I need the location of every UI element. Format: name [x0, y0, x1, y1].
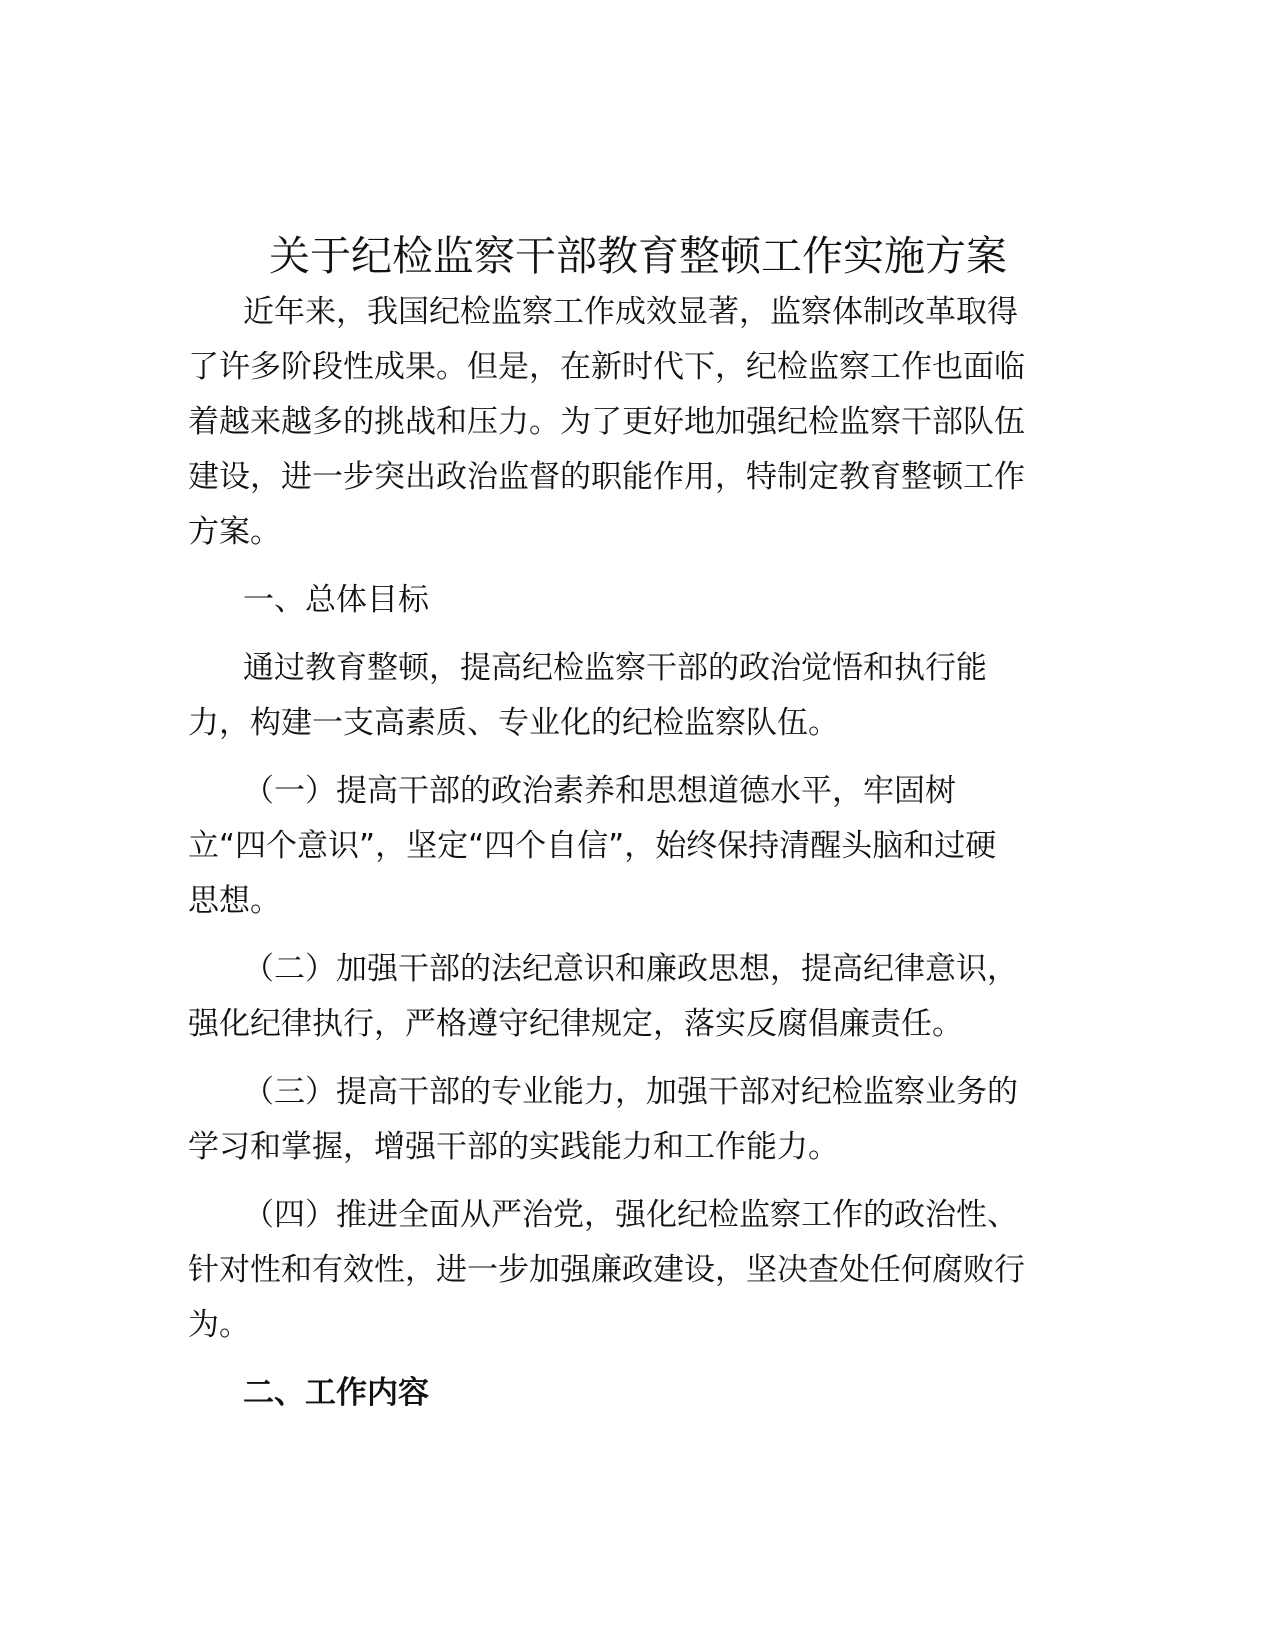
paragraph-line: 针对性和有效性，进一步加强廉政建设，坚决查处任何腐败行	[188, 1252, 1025, 1288]
paragraph-line: （一）提高干部的政治素养和思想道德水平，牢固树	[243, 773, 956, 809]
document-title: 关于纪检监察干部教育整顿工作实施方案	[269, 232, 1007, 280]
paragraph-line: 通过教育整顿，提高纪检监察干部的政治觉悟和执行能	[243, 650, 987, 686]
paragraph-line: 着越来越多的挑战和压力。为了更好地加强纪检监察干部队伍	[188, 404, 1025, 440]
paragraph-line: 为。	[188, 1307, 250, 1343]
paragraph-line: （四）推进全面从严治党，强化纪检监察工作的政治性、	[243, 1197, 1018, 1233]
paragraph-line: 思想。	[188, 883, 281, 919]
section-heading: 二、工作内容	[243, 1375, 429, 1411]
paragraph-line: 学习和掌握，增强干部的实践能力和工作能力。	[188, 1129, 839, 1165]
section-heading: 一、总体目标	[243, 582, 429, 618]
paragraph-line: 力，构建一支高素质、专业化的纪检监察队伍。	[188, 705, 839, 741]
paragraph-line: 强化纪律执行，严格遵守纪律规定，落实反腐倡廉责任。	[188, 1006, 963, 1042]
paragraph-line: 建设，进一步突出政治监督的职能作用，特制定教育整顿工作	[188, 459, 1025, 495]
paragraph-line: 立“四个意识”，坚定“四个自信”，始终保持清醒头脑和过硬	[188, 828, 997, 864]
paragraph-line: （三）提高干部的专业能力，加强干部对纪检监察业务的	[243, 1074, 1018, 1110]
paragraph-line: 方案。	[188, 514, 281, 550]
paragraph-line: 了许多阶段性成果。但是，在新时代下，纪检监察工作也面临	[188, 349, 1025, 385]
paragraph-line: （二）加强干部的法纪意识和廉政思想，提高纪律意识，	[243, 951, 1018, 987]
paragraph-line: 近年来，我国纪检监察工作成效显著，监察体制改革取得	[243, 294, 1018, 330]
